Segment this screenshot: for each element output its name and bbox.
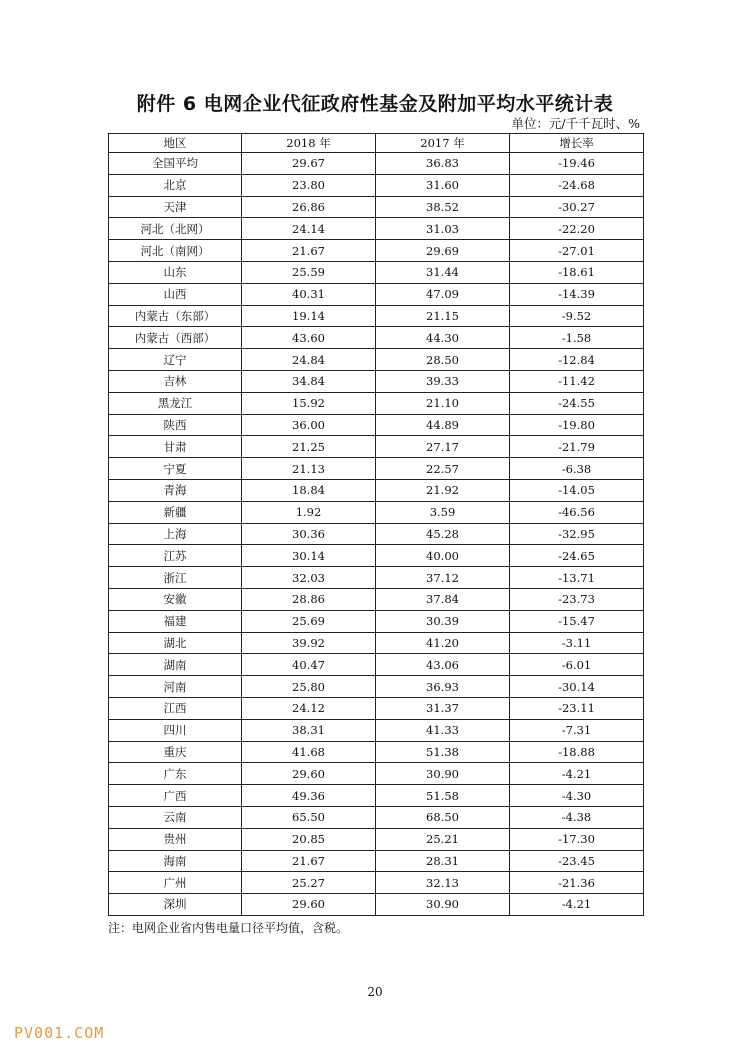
cell-2017: 68.50 (376, 806, 510, 828)
cell-2017: 41.20 (376, 632, 510, 654)
cell-2018: 29.60 (242, 763, 376, 785)
cell-2017: 25.21 (376, 828, 510, 850)
cell-2017: 51.58 (376, 785, 510, 807)
cell-2018: 29.67 (242, 153, 376, 175)
table-row (109, 872, 644, 894)
cell-2017: 21.92 (376, 479, 510, 501)
cell-2018: 65.50 (242, 806, 376, 828)
cell-2018: 32.03 (242, 567, 376, 589)
statistics-table (108, 133, 644, 916)
table-row (109, 567, 644, 589)
cell-growth-rate: -18.61 (510, 261, 644, 283)
cell-region: 黑龙江 (109, 392, 242, 414)
cell-region: 河北（南网） (109, 240, 242, 262)
cell-2018: 20.85 (242, 828, 376, 850)
cell-2018: 25.27 (242, 872, 376, 894)
document-title: 附件 6 电网企业代征政府性基金及附加平均水平统计表 (136, 93, 614, 115)
cell-growth-rate: -13.71 (510, 567, 644, 589)
cell-region: 青海 (109, 479, 242, 501)
cell-2018: 41.68 (242, 741, 376, 763)
cell-2018: 43.60 (242, 327, 376, 349)
cell-2018: 25.59 (242, 261, 376, 283)
cell-2018: 21.67 (242, 240, 376, 262)
cell-2018: 36.00 (242, 414, 376, 436)
cell-2017: 37.12 (376, 567, 510, 589)
table-row (109, 850, 644, 872)
cell-2018: 21.13 (242, 458, 376, 480)
cell-growth-rate: -6.01 (510, 654, 644, 676)
cell-region: 广东 (109, 763, 242, 785)
cell-region: 湖北 (109, 632, 242, 654)
cell-region: 福建 (109, 610, 242, 632)
cell-growth-rate: -24.65 (510, 545, 644, 567)
cell-region: 宁夏 (109, 458, 242, 480)
table-header-row (109, 134, 644, 153)
cell-2018: 21.67 (242, 850, 376, 872)
cell-2018: 24.84 (242, 349, 376, 371)
cell-2018: 1.92 (242, 501, 376, 523)
cell-region: 甘肃 (109, 436, 242, 458)
cell-region: 天津 (109, 196, 242, 218)
cell-2017: 30.90 (376, 763, 510, 785)
cell-2018: 30.14 (242, 545, 376, 567)
cell-region: 安徽 (109, 588, 242, 610)
cell-region: 广州 (109, 872, 242, 894)
cell-2017: 44.89 (376, 414, 510, 436)
table-row (109, 523, 644, 545)
cell-2017: 29.69 (376, 240, 510, 262)
cell-2018: 28.86 (242, 588, 376, 610)
cell-2017: 3.59 (376, 501, 510, 523)
table-row (109, 479, 644, 501)
cell-growth-rate: -30.27 (510, 196, 644, 218)
table-row (109, 719, 644, 741)
table-row (109, 196, 644, 218)
cell-2018: 18.84 (242, 479, 376, 501)
table-row (109, 654, 644, 676)
cell-2017: 44.30 (376, 327, 510, 349)
table-row (109, 327, 644, 349)
cell-region: 山西 (109, 283, 242, 305)
page-number: 20 (367, 985, 383, 999)
cell-growth-rate: -18.88 (510, 741, 644, 763)
cell-region: 全国平均 (109, 153, 242, 175)
cell-region: 贵州 (109, 828, 242, 850)
cell-2017: 21.15 (376, 305, 510, 327)
cell-growth-rate: -4.21 (510, 894, 644, 916)
table-row (109, 283, 644, 305)
cell-2017: 37.84 (376, 588, 510, 610)
cell-2017: 30.39 (376, 610, 510, 632)
table-row (109, 392, 644, 414)
header-2017: 2017 年 (376, 134, 510, 153)
cell-2018: 21.25 (242, 436, 376, 458)
cell-growth-rate: -23.11 (510, 697, 644, 719)
cell-2018: 15.92 (242, 392, 376, 414)
table-row (109, 305, 644, 327)
cell-growth-rate: -3.11 (510, 632, 644, 654)
cell-2017: 31.60 (376, 174, 510, 196)
cell-2017: 27.17 (376, 436, 510, 458)
table-row (109, 414, 644, 436)
cell-growth-rate: -12.84 (510, 349, 644, 371)
table-row (109, 785, 644, 807)
cell-growth-rate: -9.52 (510, 305, 644, 327)
cell-2017: 32.13 (376, 872, 510, 894)
cell-growth-rate: -23.45 (510, 850, 644, 872)
table-row (109, 370, 644, 392)
cell-region: 深圳 (109, 894, 242, 916)
cell-growth-rate: -15.47 (510, 610, 644, 632)
table-row (109, 632, 644, 654)
cell-2018: 29.60 (242, 894, 376, 916)
cell-growth-rate: -30.14 (510, 676, 644, 698)
cell-region: 河南 (109, 676, 242, 698)
cell-region: 云南 (109, 806, 242, 828)
cell-growth-rate: -27.01 (510, 240, 644, 262)
cell-2017: 36.83 (376, 153, 510, 175)
cell-region: 吉林 (109, 370, 242, 392)
cell-2018: 24.14 (242, 218, 376, 240)
cell-growth-rate: -7.31 (510, 719, 644, 741)
cell-region: 江西 (109, 697, 242, 719)
cell-growth-rate: -14.39 (510, 283, 644, 305)
cell-2017: 28.31 (376, 850, 510, 872)
cell-2018: 49.36 (242, 785, 376, 807)
cell-2018: 25.69 (242, 610, 376, 632)
cell-2017: 45.28 (376, 523, 510, 545)
cell-region: 广西 (109, 785, 242, 807)
table-row (109, 436, 644, 458)
cell-2018: 23.80 (242, 174, 376, 196)
cell-region: 重庆 (109, 741, 242, 763)
cell-2017: 47.09 (376, 283, 510, 305)
cell-region: 陕西 (109, 414, 242, 436)
cell-growth-rate: -4.30 (510, 785, 644, 807)
cell-growth-rate: -11.42 (510, 370, 644, 392)
table-row (109, 894, 644, 916)
cell-region: 江苏 (109, 545, 242, 567)
cell-2017: 30.90 (376, 894, 510, 916)
cell-growth-rate: -23.73 (510, 588, 644, 610)
header-2018: 2018 年 (242, 134, 376, 153)
cell-2018: 38.31 (242, 719, 376, 741)
cell-growth-rate: -32.95 (510, 523, 644, 545)
cell-region: 海南 (109, 850, 242, 872)
cell-2017: 43.06 (376, 654, 510, 676)
cell-2017: 22.57 (376, 458, 510, 480)
cell-growth-rate: -14.05 (510, 479, 644, 501)
table-row (109, 501, 644, 523)
header-region: 地区 (109, 134, 242, 153)
cell-2017: 51.38 (376, 741, 510, 763)
cell-2018: 40.31 (242, 283, 376, 305)
cell-growth-rate: -19.80 (510, 414, 644, 436)
cell-growth-rate: -22.20 (510, 218, 644, 240)
cell-2018: 26.86 (242, 196, 376, 218)
table-body (109, 153, 644, 916)
cell-2017: 31.44 (376, 261, 510, 283)
table-row (109, 174, 644, 196)
cell-growth-rate: -19.46 (510, 153, 644, 175)
cell-growth-rate: -24.68 (510, 174, 644, 196)
cell-growth-rate: -1.58 (510, 327, 644, 349)
cell-region: 山东 (109, 261, 242, 283)
cell-2017: 21.10 (376, 392, 510, 414)
table-row (109, 240, 644, 262)
cell-2018: 24.12 (242, 697, 376, 719)
table-row (109, 741, 644, 763)
cell-2017: 31.37 (376, 697, 510, 719)
cell-region: 新疆 (109, 501, 242, 523)
table-row (109, 218, 644, 240)
cell-2017: 38.52 (376, 196, 510, 218)
table-row (109, 697, 644, 719)
cell-growth-rate: -21.36 (510, 872, 644, 894)
header-growth-rate: 增长率 (510, 134, 644, 153)
cell-2017: 28.50 (376, 349, 510, 371)
table-row (109, 676, 644, 698)
footnote: 注：电网企业省内售电量口径平均值，含税。 (108, 921, 349, 935)
cell-region: 四川 (109, 719, 242, 741)
cell-2018: 40.47 (242, 654, 376, 676)
cell-region: 上海 (109, 523, 242, 545)
cell-growth-rate: -21.79 (510, 436, 644, 458)
cell-region: 内蒙古（西部） (109, 327, 242, 349)
watermark: PV001.COM (14, 1024, 105, 1042)
table-row (109, 458, 644, 480)
cell-2017: 41.33 (376, 719, 510, 741)
table-row (109, 763, 644, 785)
cell-growth-rate: -4.21 (510, 763, 644, 785)
cell-2017: 31.03 (376, 218, 510, 240)
table-row (109, 806, 644, 828)
table-row (109, 588, 644, 610)
cell-2018: 39.92 (242, 632, 376, 654)
cell-2017: 39.33 (376, 370, 510, 392)
cell-region: 北京 (109, 174, 242, 196)
table-row (109, 349, 644, 371)
cell-2018: 34.84 (242, 370, 376, 392)
table-row (109, 828, 644, 850)
cell-region: 河北（北网） (109, 218, 242, 240)
table-row (109, 153, 644, 175)
table-row (109, 261, 644, 283)
cell-2018: 19.14 (242, 305, 376, 327)
cell-2017: 40.00 (376, 545, 510, 567)
cell-growth-rate: -4.38 (510, 806, 644, 828)
table-row (109, 610, 644, 632)
cell-region: 湖南 (109, 654, 242, 676)
cell-growth-rate: -6.38 (510, 458, 644, 480)
cell-2018: 25.80 (242, 676, 376, 698)
table-row (109, 545, 644, 567)
cell-region: 内蒙古（东部） (109, 305, 242, 327)
cell-growth-rate: -17.30 (510, 828, 644, 850)
cell-region: 浙江 (109, 567, 242, 589)
unit-label: 单位：元/千千瓦时、% (511, 116, 640, 131)
cell-growth-rate: -46.56 (510, 501, 644, 523)
cell-2018: 30.36 (242, 523, 376, 545)
cell-region: 辽宁 (109, 349, 242, 371)
cell-2017: 36.93 (376, 676, 510, 698)
cell-growth-rate: -24.55 (510, 392, 644, 414)
